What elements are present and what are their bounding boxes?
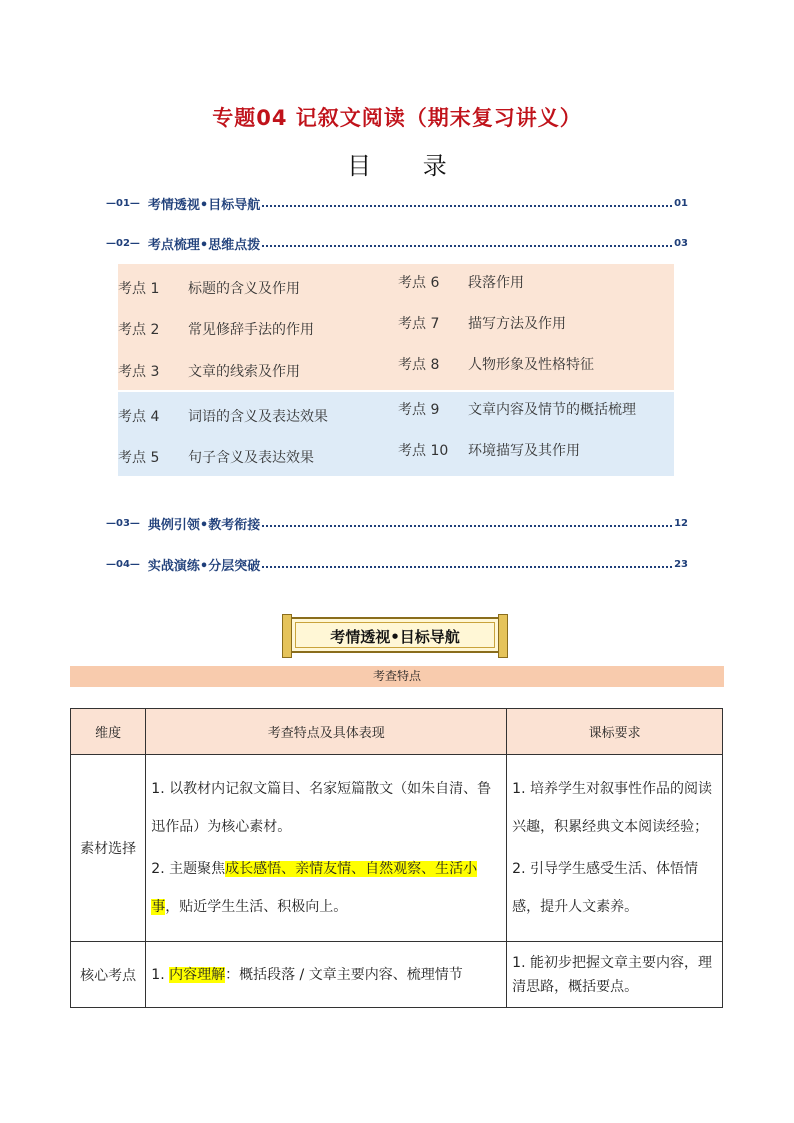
- toc-heading: 目 录: [347, 152, 469, 180]
- toc-leader: [262, 525, 672, 527]
- feature-text: 2. 主题聚焦: [151, 861, 226, 877]
- feature-text: ：概括段落 / 文章主要内容、梳理情节: [225, 966, 463, 983]
- feature-text: ，贴近学生生活、积极向上。: [165, 899, 348, 915]
- kaodian-item-3: [118, 361, 300, 381]
- kaodian-text: 段落作用: [468, 275, 524, 291]
- features-table: [70, 708, 723, 1008]
- table-cell-requirements: [507, 942, 723, 1008]
- section-banner: [289, 617, 501, 653]
- kaodian-number: 考点 3: [118, 364, 160, 380]
- table-cell-requirements: [507, 755, 723, 942]
- kaodian-item-4: [118, 406, 328, 426]
- kaodian-item-2: [118, 319, 314, 339]
- kaodian-text: 词语的含义及表达效果: [188, 409, 328, 425]
- toc-entry-03[interactable]: [106, 514, 688, 532]
- toc-page: 01: [674, 197, 688, 209]
- kaodian-text: 文章的线索及作用: [188, 364, 300, 380]
- kaodian-item-5: [118, 447, 314, 467]
- feature-text: 1.: [151, 966, 170, 983]
- table-row: [71, 755, 723, 942]
- kaodian-number: 考点 10: [398, 443, 449, 459]
- requirement-item-1: 1. 培养学生对叙事性作品的阅读兴趣，积累经典文本阅读经验；: [512, 781, 712, 835]
- kaodian-item-6: [398, 272, 524, 292]
- kaodian-item-1: [118, 278, 300, 298]
- kaodian-item-9: [398, 399, 636, 419]
- table-header-row: [71, 709, 723, 755]
- kaodian-number: 考点 4: [118, 409, 160, 425]
- toc-text: 考情透视•目标导航: [147, 197, 261, 213]
- section-bar: 考查特点: [70, 666, 724, 687]
- toc-entry-04[interactable]: [106, 555, 688, 573]
- table-cell-features: [146, 755, 507, 942]
- kaodian-item-8: [398, 354, 594, 374]
- feature-item-2: [147, 848, 505, 928]
- kaodian-item-10: [398, 440, 580, 460]
- kaodian-number: 考点 7: [398, 316, 440, 332]
- toc-text: 考点梳理•思维点拨: [147, 237, 261, 253]
- table-header: 考查特点及具体表现: [146, 709, 507, 755]
- table-cell-dimension: 核心考点: [71, 942, 146, 1008]
- toc-number: —03—: [106, 517, 140, 529]
- kaodian-text: 常见修辞手法的作用: [188, 322, 314, 338]
- toc-number: —01—: [106, 197, 140, 209]
- feature-item-1: 1. 以教材内记叙文篇目、名家短篇散文（如朱自清、鲁迅作品）为核心素材。: [151, 781, 492, 835]
- toc-entry-01[interactable]: [106, 194, 688, 212]
- requirement-item-2: 2. 引导学生感受生活、体悟情感，提升人文素养。: [512, 861, 698, 915]
- feature-item-1: [147, 954, 505, 996]
- kaodian-text: 环境描写及其作用: [468, 443, 580, 459]
- banner-scroll-right: [498, 614, 508, 658]
- highlight-text: 成长感悟、亲情友情、自然观察、生活小事: [151, 861, 478, 915]
- requirement-item-1: 1. 能初步把握文章主要内容，理清思路，概括要点。: [512, 954, 712, 995]
- document-title: 专题04 记叙文阅读（期末复习讲义）: [212, 106, 582, 130]
- toc-page: 12: [674, 517, 688, 529]
- kaodian-item-7: [398, 313, 566, 333]
- table-header: 维度: [71, 709, 146, 755]
- toc-number: —04—: [106, 558, 140, 570]
- toc-page: 03: [674, 237, 688, 249]
- table-row: [71, 942, 723, 1008]
- kaodian-number: 考点 2: [118, 322, 160, 338]
- kaodian-grid: [118, 264, 674, 476]
- kaodian-number: 考点 6: [398, 275, 440, 291]
- banner-title: 考情透视•目标导航: [330, 628, 460, 646]
- kaodian-number: 考点 9: [398, 402, 440, 418]
- toc-leader: [262, 566, 672, 568]
- kaodian-text: 文章内容及情节的概括梳理: [468, 402, 636, 418]
- kaodian-number: 考点 5: [118, 450, 160, 466]
- kaodian-text: 描写方法及作用: [468, 316, 566, 332]
- toc-text: 实战演练•分层突破: [147, 558, 261, 574]
- toc-page: 23: [674, 558, 688, 570]
- table-cell-dimension: 素材选择: [71, 755, 146, 942]
- kaodian-text: 人物形象及性格特征: [468, 357, 594, 373]
- toc-number: —02—: [106, 237, 140, 249]
- kaodian-text: 标题的含义及作用: [188, 281, 300, 297]
- toc-text: 典例引领•教考衔接: [147, 517, 261, 533]
- toc-leader: [262, 245, 672, 247]
- kaodian-text: 句子含义及表达效果: [188, 450, 314, 466]
- toc-entry-02[interactable]: [106, 234, 688, 252]
- highlight-text: 内容理解: [169, 966, 226, 983]
- table-header: 课标要求: [507, 709, 723, 755]
- kaodian-number: 考点 8: [398, 357, 440, 373]
- table-cell-features: [146, 942, 507, 1008]
- toc-leader: [262, 205, 672, 207]
- kaodian-number: 考点 1: [118, 281, 160, 297]
